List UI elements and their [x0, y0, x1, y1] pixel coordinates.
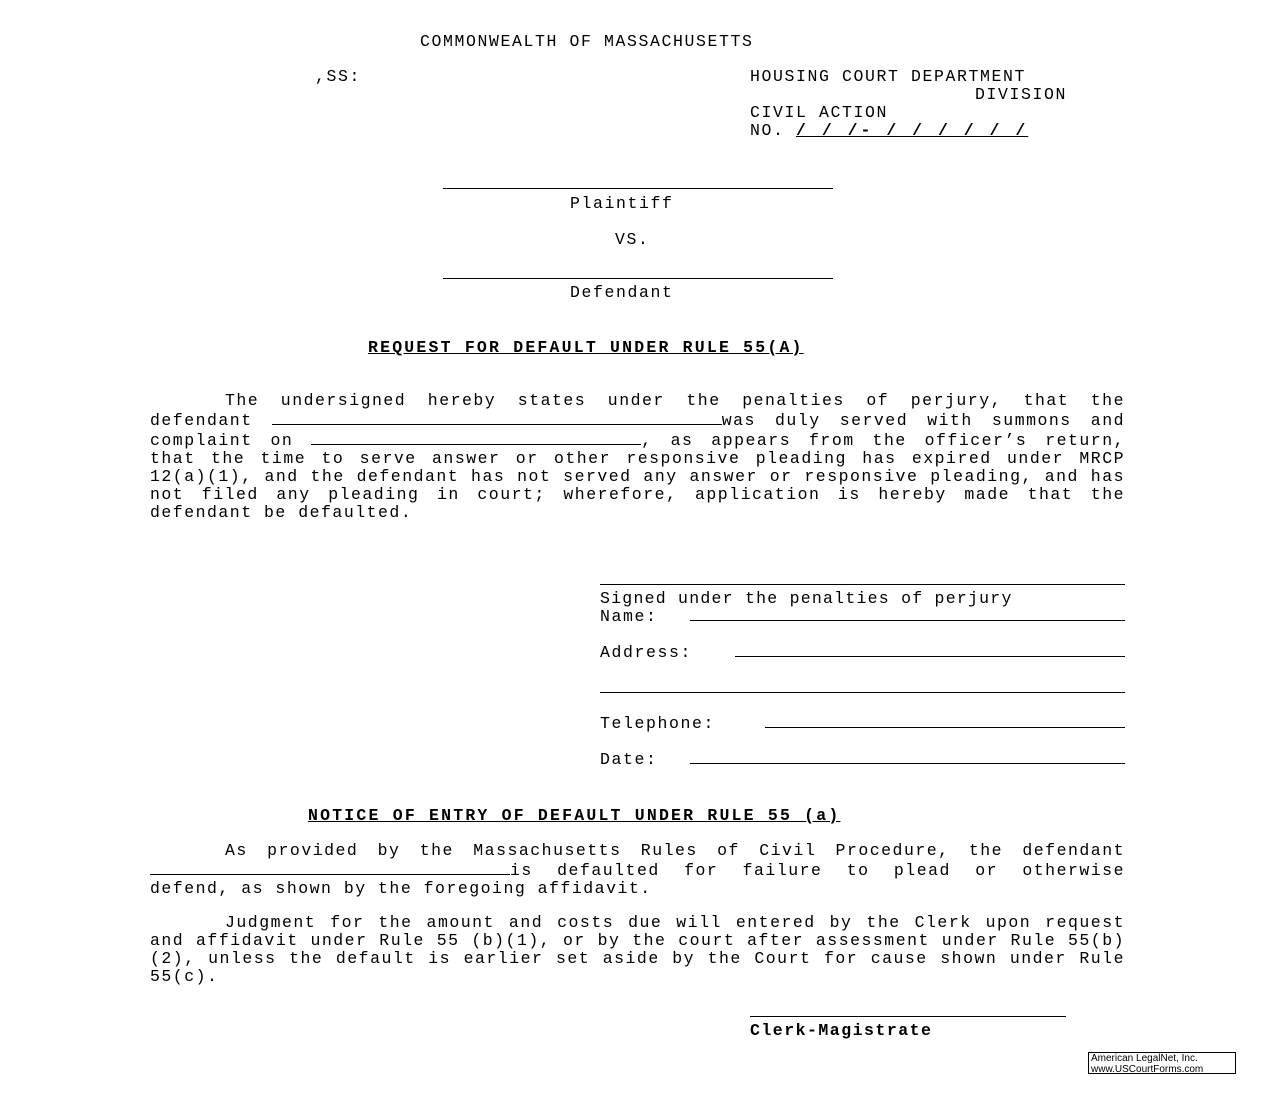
request-text-part2: was duly served with summons and complaint on [150, 411, 1125, 450]
notice-paragraph-1 [150, 842, 1125, 898]
request-title: REQUEST FOR DEFAULT UNDER RULE 55(A) [368, 338, 804, 357]
date-field[interactable] [690, 763, 1125, 764]
notice-text-part2: is defaulted for failure to plead or otherwise defend, as shown by the foregoing affidavit. [150, 861, 1125, 898]
court-department: HOUSING COURT DEPARTMENT [750, 67, 1027, 86]
civil-action-label: CIVIL ACTION [750, 103, 889, 122]
notice-title: NOTICE OF ENTRY OF DEFAULT UNDER RULE 55 (a) [308, 806, 841, 825]
clerk-signature-line[interactable] [750, 1016, 1066, 1017]
signature-line[interactable] [600, 584, 1125, 585]
commonwealth-heading: COMMONWEALTH OF MASSACHUSETTS [420, 32, 754, 51]
request-text-part3: , as appears from the officer’s return, that the time to serve answer or other responsive pleading has expired under MRCP 12(a)(1), and the defendant has not served any answer or responsive pleading, and has not filed any pleading in court; wherefore, application is hereby made that the defendant be defaulted. [150, 431, 1125, 522]
signed-perjury-label: Signed under the penalties of perjury [600, 589, 1013, 608]
case-number-value: / / /- / / / / / / [796, 121, 1029, 140]
versus-label: VS. [615, 230, 650, 249]
defendant-name-line[interactable] [443, 278, 833, 279]
request-paragraph [150, 392, 1125, 522]
name-field[interactable] [690, 620, 1125, 621]
county-ss-label: ,SS: [315, 67, 362, 86]
address-field-line2[interactable] [600, 692, 1125, 693]
defendant-label: Defendant [570, 283, 674, 302]
notice-paragraph-2 [150, 914, 1125, 986]
notice-text-part1: As provided by the Massachusetts Rules of Civil Procedure, the defendant [225, 841, 1125, 860]
date-label: Date: [600, 750, 658, 769]
name-label: Name: [600, 607, 658, 626]
telephone-field[interactable] [765, 727, 1125, 728]
service-date-blank[interactable] [311, 430, 641, 445]
publisher-name: American LegalNet, Inc. [1091, 1053, 1198, 1064]
address-label: Address: [600, 643, 693, 662]
plaintiff-name-line[interactable] [443, 188, 833, 189]
publisher-badge [1088, 1052, 1236, 1074]
defendant-blank[interactable] [272, 410, 722, 425]
telephone-label: Telephone: [600, 714, 716, 733]
notice-defendant-blank[interactable] [150, 860, 510, 875]
judgment-text: Judgment for the amount and costs due will entered by the Clerk upon request and affidavit under Rule 55 (b)(1), or by the court after assessment under Rule 55(b)(2), unless the default is earlier set aside by the Court for cause shown under Rule 55(c). [150, 913, 1125, 986]
publisher-url: www.USCourtForms.com [1091, 1063, 1204, 1075]
case-number-label: NO. [750, 121, 785, 140]
address-field[interactable] [735, 656, 1125, 657]
clerk-magistrate-label: Clerk-Magistrate [750, 1021, 933, 1040]
plaintiff-label: Plaintiff [570, 194, 674, 213]
case-number [750, 121, 1028, 140]
division-label: DIVISION [975, 85, 1068, 104]
request-text-part1: The undersigned hereby states under the penalties of perjury, that the defendant [150, 391, 1125, 430]
